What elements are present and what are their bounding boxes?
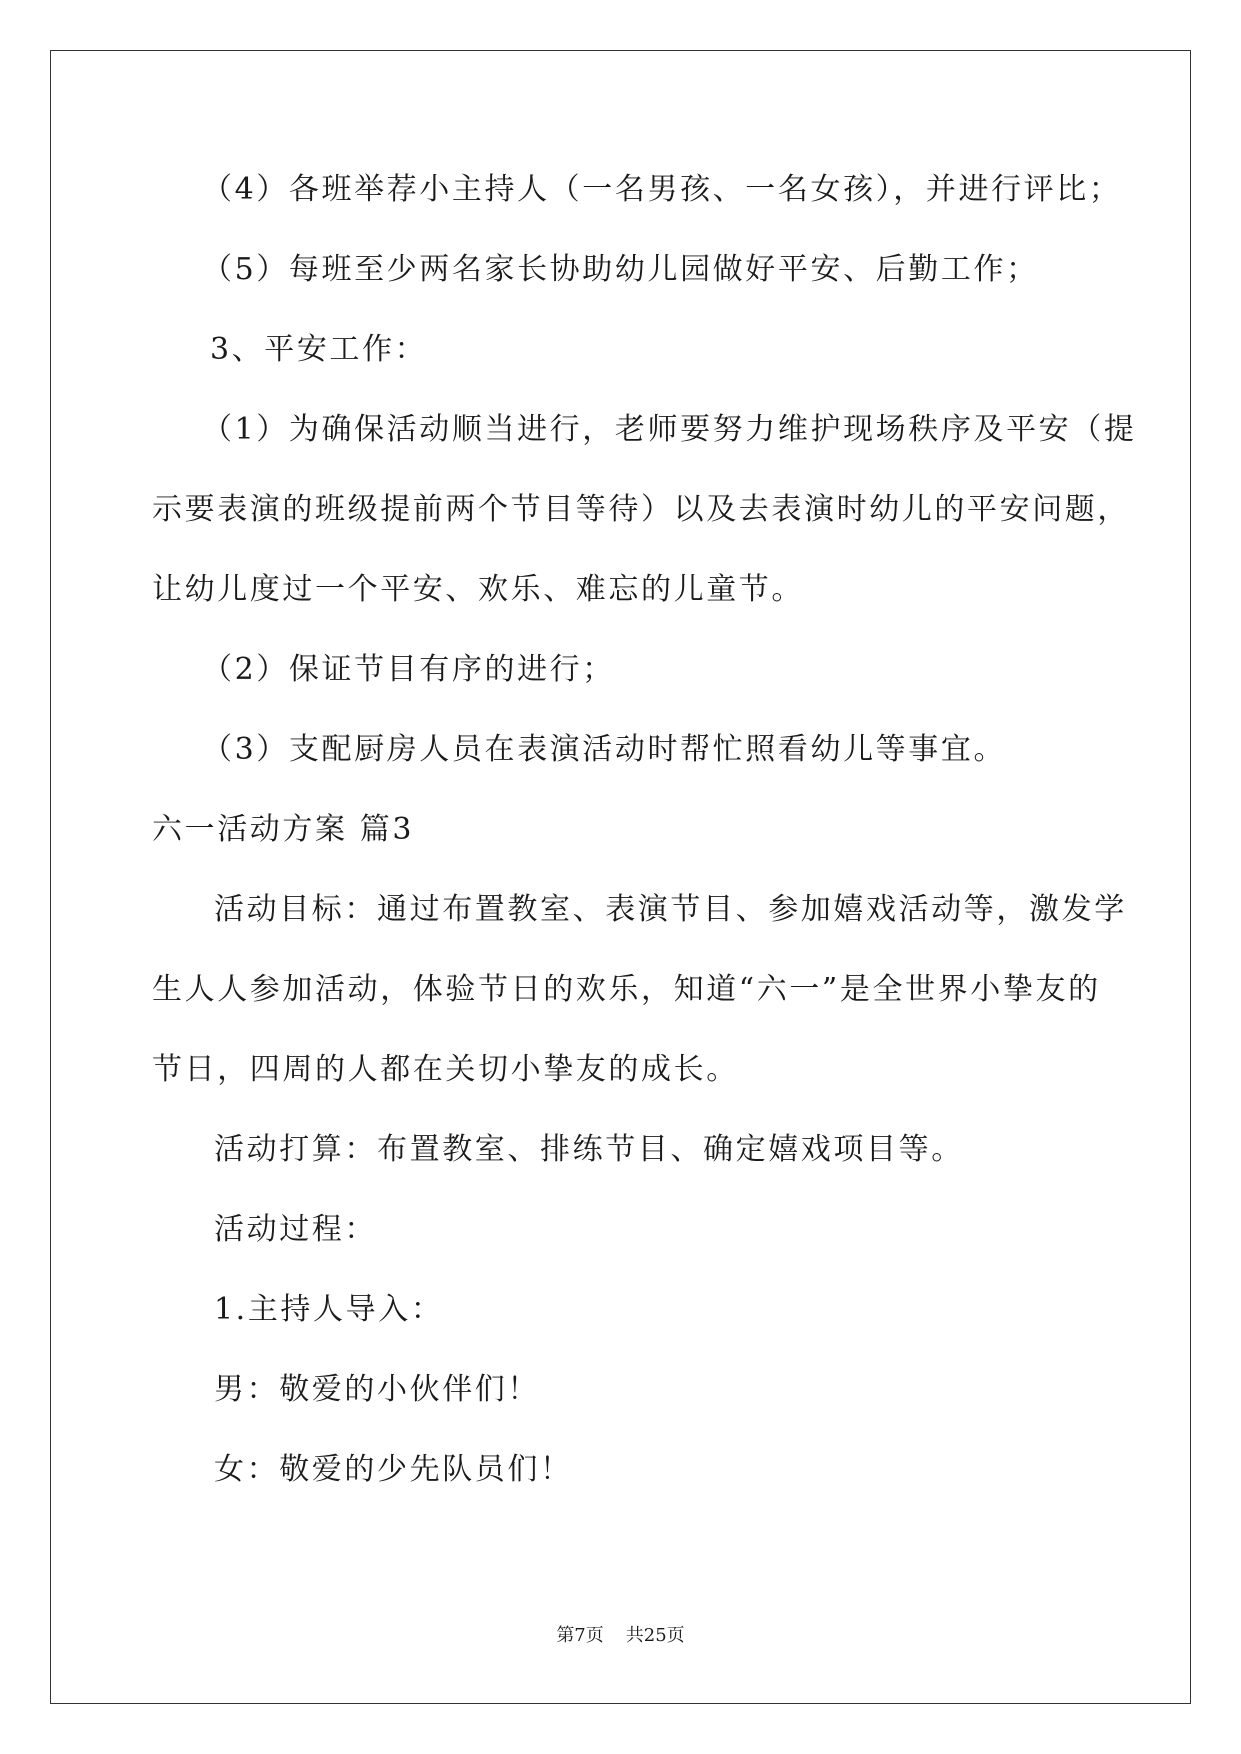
paragraph-line: 示要表演的班级提前两个节目等待）以及去表演时幼儿的平安问题， xyxy=(152,492,1130,527)
paragraph-line: （5）每班至少两名家长协助幼儿园做好平安、后勤工作； xyxy=(202,252,1039,287)
paragraph-line: 1.主持人导入： xyxy=(214,1292,444,1327)
section-heading: 3、平安工作： xyxy=(210,332,428,367)
paragraph-line: 让幼儿度过一个平安、欢乐、难忘的儿童节。 xyxy=(152,572,804,607)
paragraph-line: 生人人参加活动，体验节日的欢乐，知道“六一”是全世界小挚友的 xyxy=(152,972,1101,1007)
paragraph-line: （4）各班举荐小主持人（一名男孩、一名女孩），并进行评比； xyxy=(202,172,1122,207)
paragraph-line: （2）保证节目有序的进行； xyxy=(202,652,615,687)
paragraph-line: 节日，四周的人都在关切小挚友的成长。 xyxy=(152,1052,739,1087)
page-number-current: 第7页 xyxy=(556,1625,604,1646)
paragraph-line: 活动过程： xyxy=(214,1212,377,1247)
paragraph-line: （1）为确保活动顺当进行，老师要努力维护现场秩序及平安（提 xyxy=(202,412,1137,447)
paragraph-line: 女：敬爱的少先队员们！ xyxy=(214,1452,573,1487)
section-title: 六一活动方案 篇3 xyxy=(152,812,415,847)
paragraph-line: 活动打算：布置教室、排练节目、确定嬉戏项目等。 xyxy=(214,1132,964,1167)
page-number-total: 共25页 xyxy=(625,1625,685,1646)
page-footer xyxy=(0,1621,1241,1647)
paragraph-line: 男：敬爱的小伙伴们！ xyxy=(214,1372,540,1407)
paragraph-line: 活动目标：通过布置教室、表演节目、参加嬉戏活动等，激发学 xyxy=(214,892,1127,927)
paragraph-line: （3）支配厨房人员在表演活动时帮忙照看幼儿等事宜。 xyxy=(202,732,1007,767)
